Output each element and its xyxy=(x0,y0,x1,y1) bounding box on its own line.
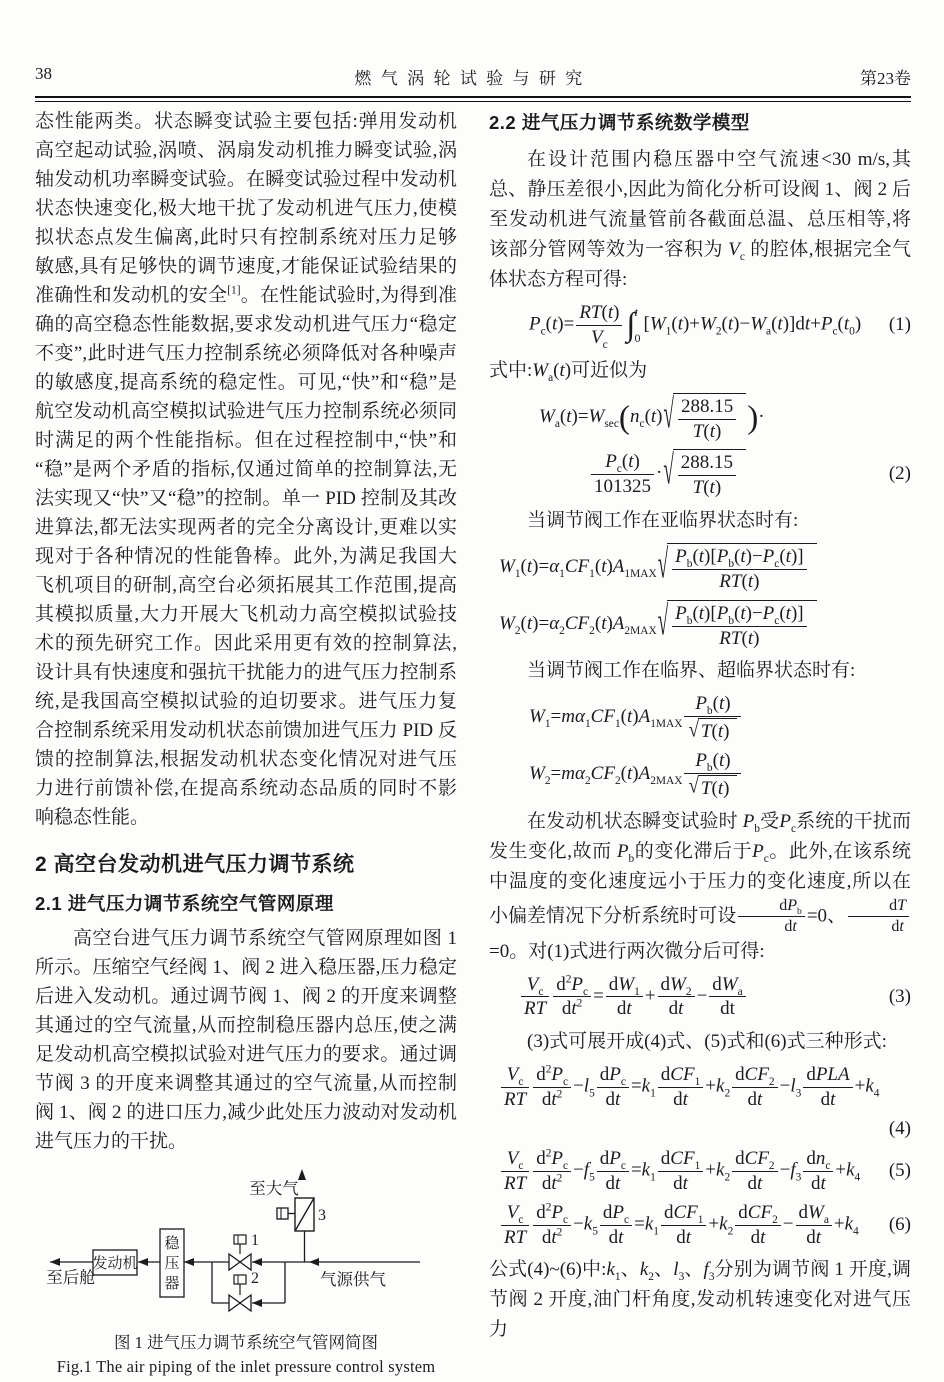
equation-w1 xyxy=(489,543,911,593)
valve-3-actuator-icon xyxy=(277,1208,288,1219)
equation-2-number: (2) xyxy=(888,463,911,485)
valve-2-actuator-icon xyxy=(234,1275,246,1284)
section-2-2-heading: 2.2 进气压力调节系统数学模型 xyxy=(489,112,750,133)
equation-6-body: $\frac{V_c}{RT}$ $\frac{d^2P_c}{dt^2}$ $-k_5$ $\frac{dP_c}{dt}$ $=k_1$ $\frac{dCF_1}{dt}$ $+k_2$ $\frac{dCF_2}{dt}$ − $\frac{dW_a}{dt}$ $+k_4$ xyxy=(499,1202,859,1249)
flow-arrow-icon xyxy=(252,1299,262,1307)
to-atmosphere-label: 至大气 xyxy=(249,1179,299,1198)
flow-arrow-icon xyxy=(309,1258,319,1266)
equation-w1-critical xyxy=(489,693,911,743)
equation-w2 xyxy=(489,600,911,650)
section-2-1-heading: 2.1 进气压力调节系统空气管网原理 xyxy=(35,893,334,914)
figure-caption-en: Fig.1 The air piping of the inlet pressure control system xyxy=(56,1357,436,1376)
right-column xyxy=(489,107,911,1377)
equation-w2-critical xyxy=(489,750,911,800)
section-2-heading: 2 高空台发动机进气压力调节系统 xyxy=(35,853,355,876)
equation-2-line2-body: $\frac{P_c(t)}{101325}$ · √ $\frac{288.15}{T(t)}$ xyxy=(589,449,747,499)
equation-2-line2 xyxy=(489,449,911,499)
page-number: 38 xyxy=(35,64,52,83)
up-arrow-icon xyxy=(298,1169,306,1180)
equation-1-number: (1) xyxy=(888,314,911,336)
header-rule xyxy=(35,96,911,102)
equation-2-line1 xyxy=(489,393,911,443)
paragraph-transient: 在发动机状态瞬变试验时 $P_b$受$P_c$系统的干扰而发生变化,故而 $P_b$的变化滞后于$P_c$。此外,在该系统中温度的变化速度远小于压力的变化速度,所以在小偏差情况下分析系统时可设 $\frac{dP_b}{dt}$ =0、 $\frac{dT}{dt}$ =0。对(1)式进行两次微分后可得: xyxy=(489,810,911,962)
piping-diagram xyxy=(35,1166,435,1318)
valve-1-actuator-icon xyxy=(234,1235,246,1244)
equation-4-number: (4) xyxy=(888,1117,911,1139)
equation-w1-critical-body: $W_1=m\alpha_1CF_1(t)A_{1MAX}$ $P_b(t)$ √ T(t) xyxy=(529,693,743,743)
page-body xyxy=(35,107,911,1377)
page-header xyxy=(35,64,911,90)
equation-3-body: $\frac{V_c}{RT}$ $\frac{d^2P_c}{dt^2}$ = $\frac{dW_1}{dt}$ + $\frac{dW_2}{dt}$ − $\frac{dW_a}{dt}$ xyxy=(519,974,748,1021)
equation-w2-critical-body: $W_2=m\alpha_2CF_2(t)A_{2MAX}$ $P_b(t)$ √ T(t) xyxy=(529,750,743,800)
journal-title: 燃气涡轮试验与研究 xyxy=(354,69,592,88)
equation-w1-body: $W_1(t)=\alpha_1CF_1(t)A_{1MAX}$ √ $\frac{P_b(t)[P_b(t)-P_c(t)]}{RT(t)}$ xyxy=(499,543,818,593)
stabilizer-char: 稳 xyxy=(164,1236,180,1252)
paragraph-subcritical: 当调节阀工作在亚临界状态时有: xyxy=(527,510,799,532)
valve-2-number: 2 xyxy=(251,1270,259,1287)
flow-arrow-icon xyxy=(138,1258,148,1266)
equation-5-number: (5) xyxy=(888,1160,911,1182)
figure-caption-cn: 图 1 进气压力调节系统空气管网简图 xyxy=(114,1333,378,1352)
valve-1-icon xyxy=(229,1254,240,1270)
paragraph-where: 式中$:W_a(t)$可近似为 xyxy=(489,359,648,384)
paragraph-piping-principle: 高空台进气压力调节系统空气管网原理如图 1 所示。压缩空气经阀 1、阀 2 进入稳压器,压力稳定后进入发动机。通过调节阀 1、阀 2 的开度来调整其通过的空气流量,从而控制稳压器内总压,使之满足发动机高空模拟试验对进气压力的要求。通过调节阀 3 的开度来调整其通过的空气流量,从而控制阀 1、阀 2 的进口压力,减少此处压力波动对发动机进气压力的干扰。 xyxy=(35,928,457,1152)
valve-2-icon xyxy=(229,1295,240,1311)
equation-4-body: $\frac{V_c}{RT}$ $\frac{d^2P_c}{dt^2}$ $-l_5$ $\frac{dP_c}{dt}$ $=k_1$ $\frac{dCF_1}{dt}$ $+k_2$ $\frac{dCF_2}{dt}$ $-l_3$ $\frac{\text{dPLA}}{dt}$ $+k_4$ xyxy=(499,1064,879,1111)
air-supply-label: 气源供气 xyxy=(320,1270,386,1289)
equation-6 xyxy=(489,1202,911,1249)
paragraph-expand: (3)式可展开成(4)式、(5)式和(6)式三种形式: xyxy=(527,1031,887,1053)
equation-4-number-row xyxy=(489,1118,911,1140)
paragraph-parameters: 公式(4)~(6)中$:k_1$、$k_2$、$l_3$、$f_3$分别为调节阀 1 开度,调节阀 2 开度,油门杆角度,发动机转速变化对进气压力 xyxy=(489,1259,911,1341)
valve-1-number: 1 xyxy=(251,1232,259,1249)
stabilizer-char: 压 xyxy=(164,1256,180,1272)
paragraph-intro: 态性能两类。状态瞬变试验主要包括:弹用发动机高空起动试验,涡喷、涡扇发动机推力瞬变试验,涡轴发动机功率瞬变试验。在瞬变试验过程中发动机状态快速变化,极大地干扰了发动机进气压力,使模拟状态点发生偏离,此时只有控制系统对压力足够敏感,具有足够快的调节速度,才能保证试验结果的准确性和发动机的安全[1]。在性能试验时,为得到准确的高空稳态性能数据,要求发动机进气压力“稳定不变”,此时进气压力控制系统必须降低对各种噪声的敏感度,提高系统的稳定性。可见,“快”和“稳”是航空发动机高空模拟试验进气压力控制系统必须同时满足的两个性能指标。但在过程控制中,“快”和“稳”是两个矛盾的指标,仅通过简单的控制算法,无法实现又“快”又“稳”的控制。单一 PID 控制及其改进算法,都无法实现两者的完全分离设计,更难以实现对于各种情况的性能鲁棒。此外,为满足我国大飞机项目的研制,高空台必须拓展其工作范围,提高其模拟质量,大力开展大飞机动力高空模拟试验技术的预先研究工作。因此采用更有效的控制算法,设计具有快速度和强抗干扰能力的进气压力控制系统,是我国高空模拟试验的迫切要求。进气压力复合控制系统采用发动机状态前馈加进气压力 PID 反馈的控制算法,根据发动机状态变化情况对进气压力进行前馈补偿,在提高系统动态品质的同时不影响稳态性能。 xyxy=(35,111,457,828)
valve-3-number: 3 xyxy=(318,1207,326,1224)
volume-label: 第23卷 xyxy=(860,69,911,88)
equation-3-number: (3) xyxy=(888,985,911,1007)
equation-4 xyxy=(489,1064,911,1111)
equation-6-number: (6) xyxy=(888,1214,911,1235)
equation-1-body: $P_c(t)=$ $\frac{RT(t)}{V_c}$ ∫ t 0 $[W_1(t)+W_2(t)-W_a(t)]dt+P_c(t_0)$ xyxy=(529,302,862,351)
flow-arrow-icon xyxy=(50,1258,60,1266)
equation-5-body: $\frac{V_c}{RT}$ $\frac{d^2P_c}{dt^2}$ $-f_5$ $\frac{dP_c}{dt}$ $=k_1$ $\frac{dCF_1}{dt}$ $+k_2$ $\frac{dCF_2}{dt}$ $-f_3$ $\frac{dn_c}{dt}$ $+k_4$ xyxy=(499,1148,860,1195)
to-rear-cabin-label: 至后舱 xyxy=(46,1268,96,1287)
figure-1 xyxy=(35,1166,457,1377)
equation-2-line1-body: $W_a(t)=W_{sec}(n_c(t)$ √ $\frac{288.15}{T(t)}$ )· xyxy=(539,392,765,442)
flow-arrow-icon xyxy=(252,1258,262,1266)
engine-label: 发动机 xyxy=(92,1256,138,1272)
flow-arrow-icon xyxy=(184,1258,194,1266)
equation-3 xyxy=(489,974,911,1021)
figure-caption xyxy=(35,1329,457,1377)
equation-w2-body: $W_2(t)=\alpha_2CF_2(t)A_{2MAX}$ √ $\frac{P_b(t)[P_b(t)-P_c(t)]}{RT(t)}$ xyxy=(499,600,818,650)
stabilizer-char: 器 xyxy=(164,1276,180,1292)
equation-5 xyxy=(489,1148,911,1195)
left-column xyxy=(35,107,457,1377)
paragraph-critical: 当调节阀工作在临界、超临界状态时有: xyxy=(527,660,856,682)
paragraph-model: 在设计范围内稳压器中空气流速<30 m/s,其总、静压差很小,因此为简化分析可设阀 1、阀 2 后至发动机进气流量管前各截面总温、总压相等,将该部分管网等效为一容积为 $V_c$ 的腔体,根据完全气体状态方程可得: xyxy=(489,149,911,290)
equation-1 xyxy=(489,302,911,349)
